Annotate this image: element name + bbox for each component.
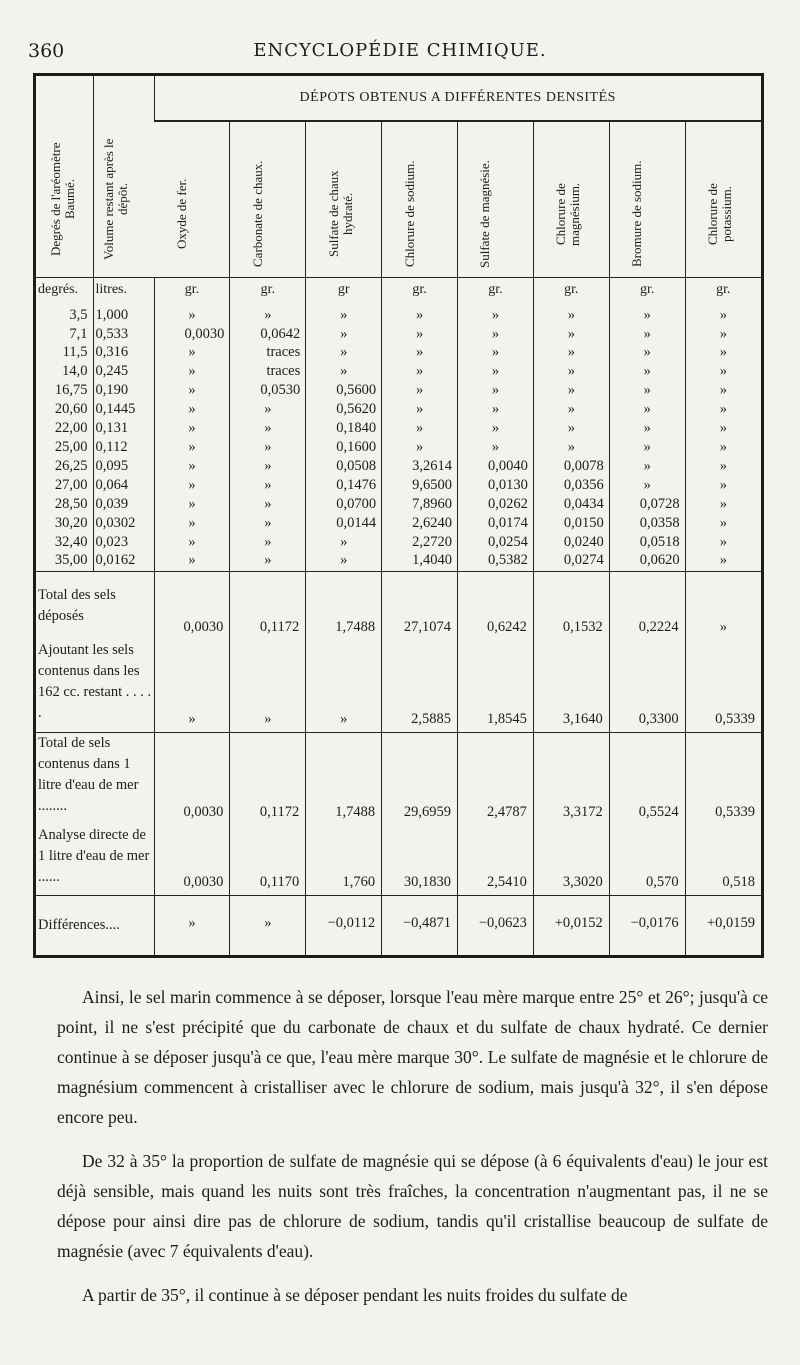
total-deposes-row bbox=[36, 572, 761, 640]
cell: » bbox=[458, 326, 534, 345]
cell: » bbox=[306, 534, 382, 553]
paragraph-1: Ainsi, le sel marin commence à se déposer, lorsque l'eau mère marque entre 25° et 26°; jusqu'à ce point, il ne s'est précipité que du carbonate de chaux et du sulfate de chaux hydraté. Ce dernier continue à se déposer jusqu'à ce que, l'eau mère marque 30°. Le sulfate de magnésie et le chlorure de magnésium commencent à cristalliser avec le chlorure de sodium, mais jusqu'à 32°, il s'en dépose encore peu. bbox=[57, 987, 768, 1127]
cell: » bbox=[533, 307, 609, 326]
cell: » bbox=[609, 382, 685, 401]
unit-cell: gr. bbox=[458, 278, 534, 307]
unit-cell: gr bbox=[306, 278, 382, 307]
cell: » bbox=[230, 420, 306, 439]
cell: » bbox=[154, 458, 230, 477]
cell: » bbox=[685, 572, 761, 640]
cell: traces bbox=[230, 344, 306, 363]
table-row bbox=[36, 552, 761, 571]
cell: 0,5339 bbox=[685, 733, 761, 825]
cell: » bbox=[306, 307, 382, 326]
cell: » bbox=[154, 895, 230, 955]
cell: 1,7488 bbox=[306, 733, 382, 825]
cell: » bbox=[154, 534, 230, 553]
cell: 0,0356 bbox=[533, 477, 609, 496]
cell: 0,5600 bbox=[306, 382, 382, 401]
unit-cell: gr. bbox=[230, 278, 306, 307]
cell: » bbox=[685, 534, 761, 553]
cell: » bbox=[306, 363, 382, 382]
cell: » bbox=[609, 363, 685, 382]
cell: » bbox=[533, 326, 609, 345]
table-row bbox=[36, 515, 761, 534]
cell: » bbox=[230, 458, 306, 477]
cell: 0,3300 bbox=[609, 640, 685, 732]
cell: 30,20 bbox=[54, 514, 88, 531]
cell: 0,0030 bbox=[154, 326, 230, 345]
cell: 0,5382 bbox=[458, 552, 534, 571]
table-row bbox=[36, 534, 761, 553]
cell: 0,0030 bbox=[154, 572, 230, 640]
cell: » bbox=[609, 344, 685, 363]
cell: 1,7488 bbox=[306, 572, 382, 640]
cell: 25,00 bbox=[54, 438, 88, 455]
cell: 0,0508 bbox=[306, 458, 382, 477]
cell: » bbox=[154, 439, 230, 458]
differences-row bbox=[36, 895, 761, 955]
cell: 1,4040 bbox=[382, 552, 458, 571]
table-row bbox=[36, 496, 761, 515]
cell: » bbox=[458, 344, 534, 363]
subheader-6 bbox=[609, 121, 685, 278]
cell: » bbox=[154, 307, 230, 326]
header-degres: Degrés de l'aréomètre Baumé. bbox=[36, 76, 93, 278]
cell: 0,570 bbox=[609, 825, 685, 896]
table-row bbox=[36, 307, 761, 326]
cell: » bbox=[154, 477, 230, 496]
cell: traces bbox=[230, 363, 306, 382]
cell: 3,2614 bbox=[382, 458, 458, 477]
cell: » bbox=[609, 458, 685, 477]
cell: 0,5339 bbox=[685, 640, 761, 732]
cell: 3,3172 bbox=[533, 733, 609, 825]
total-contenus-dots: ........ bbox=[38, 798, 67, 815]
cell: » bbox=[685, 344, 761, 363]
cell: 3,1640 bbox=[533, 640, 609, 732]
cell: 0,0078 bbox=[533, 458, 609, 477]
cell: 0,245 bbox=[93, 363, 154, 382]
cell: 0,5620 bbox=[306, 401, 382, 420]
cell: 0,064 bbox=[93, 477, 154, 496]
cell: 0,0254 bbox=[458, 534, 534, 553]
analyse-label: Analyse directe de 1 litre d'eau de mer bbox=[38, 826, 150, 864]
subheader-1 bbox=[230, 121, 306, 278]
table-row bbox=[36, 326, 761, 345]
total-contenus-label: Total de sels contenus dans 1 litre d'eau de mer bbox=[38, 735, 139, 794]
cell: » bbox=[306, 552, 382, 571]
cell: 0,039 bbox=[93, 496, 154, 515]
cell: +0,0152 bbox=[533, 895, 609, 955]
cell: 0,0240 bbox=[533, 534, 609, 553]
cell: 0,1840 bbox=[306, 420, 382, 439]
table-row bbox=[36, 344, 761, 363]
cell: » bbox=[382, 439, 458, 458]
cell: » bbox=[230, 307, 306, 326]
cell: » bbox=[685, 552, 761, 571]
paragraph-2: De 32 à 35° la proportion de sulfate de magnésie qui se dépose (à 6 équivalents d'eau) le jour est déjà sensible, mais quand les nuits sont très fraîches, la concentration n'augmentant pas, il ne se dépose pour ainsi dire pas de chlorure de sodium, tandis qu'il cristallise beaucoup de sulfate de magnésie (avec 7 équivalents d'eau). bbox=[57, 1151, 768, 1261]
subheader-label: Chlorure de magnésium. bbox=[553, 182, 583, 246]
cell: 0,0040 bbox=[458, 458, 534, 477]
cell: » bbox=[609, 420, 685, 439]
unit-cell: gr. bbox=[685, 278, 761, 307]
cell: » bbox=[685, 326, 761, 345]
cell: » bbox=[230, 477, 306, 496]
unit-cell: gr. bbox=[154, 278, 230, 307]
cell: » bbox=[533, 344, 609, 363]
cell: 0,0144 bbox=[306, 515, 382, 534]
cell: » bbox=[306, 326, 382, 345]
cell: 0,533 bbox=[93, 326, 154, 345]
table-row bbox=[36, 363, 761, 382]
cell: 0,0700 bbox=[306, 496, 382, 515]
cell: −0,0623 bbox=[458, 895, 534, 955]
cell: » bbox=[230, 401, 306, 420]
total-deposes-label: Total des sels déposés bbox=[38, 587, 116, 625]
cell: 0,1445 bbox=[93, 401, 154, 420]
cell: 7,1 bbox=[69, 325, 88, 342]
cell: 30,1830 bbox=[382, 825, 458, 896]
cell: 0,518 bbox=[685, 825, 761, 896]
cell: 0,0262 bbox=[458, 496, 534, 515]
cell: » bbox=[458, 401, 534, 420]
cell: 0,0130 bbox=[458, 477, 534, 496]
cell: » bbox=[306, 640, 382, 732]
table-row bbox=[36, 477, 761, 496]
cell: 28,50 bbox=[54, 495, 88, 512]
cell: » bbox=[685, 363, 761, 382]
cell: » bbox=[382, 326, 458, 345]
table-row bbox=[36, 458, 761, 477]
cell: 7,8960 bbox=[382, 496, 458, 515]
differences-label: Différences bbox=[38, 916, 106, 933]
deposits-table bbox=[33, 73, 764, 958]
cell: » bbox=[609, 401, 685, 420]
cell: 0,0162 bbox=[93, 552, 154, 571]
units-row bbox=[36, 278, 761, 307]
cell: » bbox=[458, 382, 534, 401]
subheader-4 bbox=[458, 121, 534, 278]
cell: 0,0728 bbox=[609, 496, 685, 515]
cell: » bbox=[230, 552, 306, 571]
cell: 2,4787 bbox=[458, 733, 534, 825]
cell: » bbox=[458, 439, 534, 458]
cell: » bbox=[230, 439, 306, 458]
subheader-label: Sulfate de magnésie. bbox=[477, 160, 493, 269]
subheader-label: Sulfate de chaux hydraté. bbox=[325, 170, 355, 258]
cell: 0,131 bbox=[93, 420, 154, 439]
subheader-label: Chlorure de potassium. bbox=[705, 183, 735, 246]
cell: » bbox=[154, 515, 230, 534]
cell: 11,5 bbox=[62, 344, 88, 361]
page-number: 360 bbox=[28, 40, 65, 62]
subheader-label: Carbonate de chaux. bbox=[249, 160, 265, 268]
cell: 35,00 bbox=[54, 552, 88, 569]
cell: » bbox=[154, 344, 230, 363]
cell: 0,0274 bbox=[533, 552, 609, 571]
subheader-label: Bromure de sodium. bbox=[629, 160, 645, 268]
cell: 0,1600 bbox=[306, 439, 382, 458]
cell: −0,0176 bbox=[609, 895, 685, 955]
paragraph-3: A partir de 35°, il continue à se déposer pendant les nuits froides du sulfate de bbox=[82, 1285, 628, 1305]
unit-cell: litres. bbox=[93, 278, 154, 307]
cell: 0,0642 bbox=[230, 326, 306, 345]
cell: 2,5410 bbox=[458, 825, 534, 896]
cell: » bbox=[685, 439, 761, 458]
ajoutant-label: Ajoutant les sels contenus dans les 162 cc. restant bbox=[38, 642, 140, 701]
cell: » bbox=[382, 401, 458, 420]
ajoutant-dots: . . . . . bbox=[38, 684, 152, 722]
cell: » bbox=[685, 458, 761, 477]
cell: » bbox=[154, 363, 230, 382]
table-row bbox=[36, 420, 761, 439]
cell: −0,4871 bbox=[382, 895, 458, 955]
cell: 0,0302 bbox=[93, 515, 154, 534]
cell: » bbox=[154, 552, 230, 571]
cell: 20,60 bbox=[54, 401, 88, 418]
cell: 0,023 bbox=[93, 534, 154, 553]
cell: » bbox=[609, 326, 685, 345]
table-row bbox=[36, 382, 761, 401]
cell: 0,1172 bbox=[230, 572, 306, 640]
cell: 3,5 bbox=[69, 306, 88, 323]
cell: » bbox=[154, 401, 230, 420]
subheader-label: Oxyde de fer. bbox=[173, 178, 189, 250]
cell: 0,316 bbox=[93, 344, 154, 363]
unit-cell: degrés. bbox=[38, 282, 79, 298]
ajoutant-row bbox=[36, 640, 761, 732]
subheader-7 bbox=[685, 121, 761, 278]
cell: 16,75 bbox=[54, 382, 88, 399]
cell: 1,8545 bbox=[458, 640, 534, 732]
cell: » bbox=[382, 344, 458, 363]
cell: » bbox=[230, 534, 306, 553]
cell: 0,112 bbox=[93, 439, 154, 458]
cell: 0,095 bbox=[93, 458, 154, 477]
cell: 0,0518 bbox=[609, 534, 685, 553]
cell: 0,0174 bbox=[458, 515, 534, 534]
cell: 27,00 bbox=[54, 476, 88, 493]
cell: » bbox=[154, 496, 230, 515]
cell: » bbox=[154, 382, 230, 401]
cell: −0,0112 bbox=[306, 895, 382, 955]
cell: 2,2720 bbox=[382, 534, 458, 553]
subheader-5 bbox=[533, 121, 609, 278]
cell: » bbox=[533, 401, 609, 420]
cell: » bbox=[609, 477, 685, 496]
cell: » bbox=[685, 515, 761, 534]
total-contenus-row bbox=[36, 733, 761, 825]
cell: » bbox=[533, 363, 609, 382]
cell: » bbox=[458, 420, 534, 439]
cell: 1,760 bbox=[306, 825, 382, 896]
cell: 27,1074 bbox=[382, 572, 458, 640]
cell: » bbox=[685, 307, 761, 326]
cell: » bbox=[230, 515, 306, 534]
cell: 29,6959 bbox=[382, 733, 458, 825]
cell: » bbox=[458, 307, 534, 326]
cell: 32,40 bbox=[54, 533, 88, 550]
cell: » bbox=[230, 496, 306, 515]
cell: » bbox=[382, 307, 458, 326]
cell: » bbox=[382, 363, 458, 382]
cell: » bbox=[230, 895, 306, 955]
cell: » bbox=[533, 420, 609, 439]
cell: » bbox=[230, 640, 306, 732]
cell: » bbox=[306, 344, 382, 363]
cell: 0,0620 bbox=[609, 552, 685, 571]
cell: 14,0 bbox=[62, 363, 88, 380]
cell: 2,6240 bbox=[382, 515, 458, 534]
cell: 0,1170 bbox=[230, 825, 306, 896]
subheader-label: Chlorure de sodium. bbox=[401, 160, 417, 268]
cell: 0,1532 bbox=[533, 572, 609, 640]
cell: 0,6242 bbox=[458, 572, 534, 640]
cell: » bbox=[685, 496, 761, 515]
cell: » bbox=[685, 477, 761, 496]
subheader-2 bbox=[306, 121, 382, 278]
cell: 0,0150 bbox=[533, 515, 609, 534]
analyse-row bbox=[36, 825, 761, 896]
subheader-0 bbox=[154, 121, 230, 278]
cell: » bbox=[609, 439, 685, 458]
cell: » bbox=[685, 420, 761, 439]
unit-cell: gr. bbox=[382, 278, 458, 307]
cell: » bbox=[154, 420, 230, 439]
cell: 0,5524 bbox=[609, 733, 685, 825]
table-row bbox=[36, 401, 761, 420]
analyse-dots: ...... bbox=[38, 868, 60, 885]
unit-cell: gr. bbox=[533, 278, 609, 307]
cell: » bbox=[382, 420, 458, 439]
cell: » bbox=[382, 382, 458, 401]
subheader-3 bbox=[382, 121, 458, 278]
cell: +0,0159 bbox=[685, 895, 761, 955]
cell: 1,000 bbox=[93, 307, 154, 326]
table-row bbox=[36, 439, 761, 458]
cell: 3,3020 bbox=[533, 825, 609, 896]
cell: 0,0530 bbox=[230, 382, 306, 401]
cell: 26,25 bbox=[54, 457, 88, 474]
cell: » bbox=[609, 307, 685, 326]
page-header bbox=[0, 40, 800, 68]
cell: 0,1172 bbox=[230, 733, 306, 825]
cell: 0,0434 bbox=[533, 496, 609, 515]
cell: 0,0030 bbox=[154, 733, 230, 825]
cell: 0,1476 bbox=[306, 477, 382, 496]
cell: » bbox=[533, 382, 609, 401]
cell: » bbox=[533, 439, 609, 458]
header-volume: Volume restant après le dépôt. bbox=[93, 76, 154, 278]
cell: » bbox=[685, 382, 761, 401]
cell: 0,0030 bbox=[154, 825, 230, 896]
cell: » bbox=[458, 363, 534, 382]
cell: » bbox=[154, 640, 230, 732]
cell: 22,00 bbox=[54, 420, 88, 437]
differences-dots: .... bbox=[105, 916, 120, 933]
cell: 9,6500 bbox=[382, 477, 458, 496]
cell: 0,0358 bbox=[609, 515, 685, 534]
unit-cell: gr. bbox=[609, 278, 685, 307]
running-title: ENCYCLOPÉDIE CHIMIQUE. bbox=[253, 40, 547, 61]
cell: 2,5885 bbox=[382, 640, 458, 732]
cell: » bbox=[685, 401, 761, 420]
cell: 0,190 bbox=[93, 382, 154, 401]
depots-title: DÉPOTS OBTENUS A DIFFÉRENTES DENSITÉS bbox=[154, 76, 761, 121]
cell: 0,2224 bbox=[609, 572, 685, 640]
